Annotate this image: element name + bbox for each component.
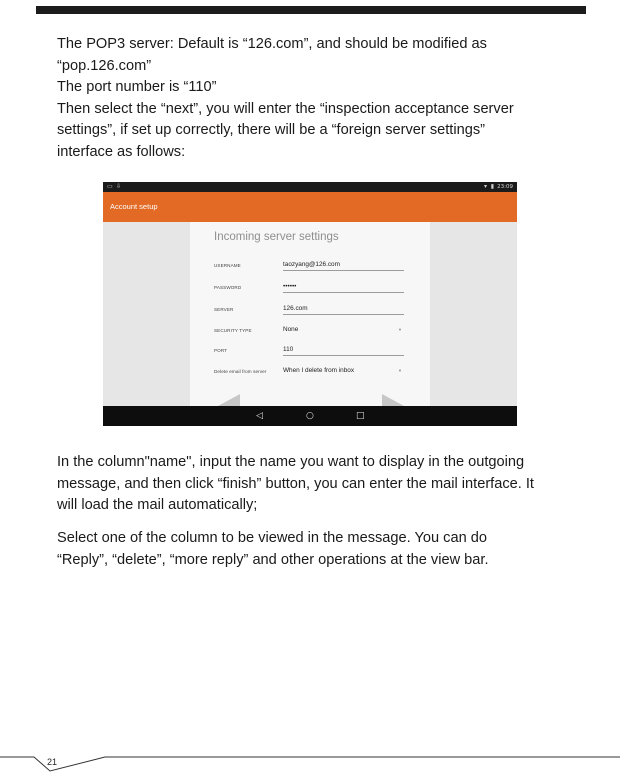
nav-bar bbox=[103, 406, 517, 426]
intro-line: settings”, if set up correctly, there will be a “foreign server settings” bbox=[57, 122, 485, 138]
intro-line: The POP3 server: Default is “126.com”, and should be modified as bbox=[57, 36, 487, 52]
back-icon[interactable]: ◁ bbox=[256, 411, 263, 421]
field-label: PORT bbox=[214, 348, 228, 353]
delete-policy-select[interactable]: When I delete from inbox bbox=[283, 367, 355, 374]
wifi-icon: ▾ bbox=[483, 184, 487, 190]
intro-line: The port number is “110” bbox=[57, 79, 217, 95]
app-title: Account setup bbox=[110, 202, 158, 211]
device-screenshot bbox=[103, 182, 517, 426]
notification-icon: ▭ bbox=[107, 184, 113, 190]
status-bar bbox=[103, 182, 517, 192]
dropdown-arrow-icon[interactable]: ▼ bbox=[398, 368, 402, 373]
field-label: PASSWORD bbox=[214, 285, 242, 290]
battery-icon: ▮ bbox=[490, 184, 494, 190]
delete-policy-row[interactable] bbox=[214, 361, 404, 377]
intro-line: “pop.126.com” bbox=[57, 57, 152, 74]
field-underline bbox=[283, 270, 404, 271]
footer-decoration bbox=[0, 745, 620, 773]
app-bar bbox=[103, 192, 517, 222]
page-number: 21 bbox=[47, 757, 58, 767]
name-paragraph bbox=[57, 452, 567, 517]
password-row[interactable] bbox=[214, 277, 404, 293]
field-underline bbox=[283, 292, 404, 293]
intro-line: Then select the “next”, you will enter the “inspection acceptance server bbox=[57, 100, 514, 117]
intro-line: interface as follows: bbox=[57, 143, 186, 160]
settings-panel bbox=[190, 222, 430, 406]
field-underline bbox=[283, 314, 404, 315]
body-line: message, and then click “finish” button, you can enter the mail interface. It bbox=[57, 475, 534, 492]
view-paragraph bbox=[57, 528, 567, 571]
server-row[interactable] bbox=[214, 299, 404, 315]
home-icon[interactable]: ○ bbox=[306, 411, 314, 421]
body-line: In the column"name", input the name you want to display in the outgoing bbox=[57, 454, 525, 470]
field-underline bbox=[283, 355, 404, 356]
username-field[interactable]: taozyang@126.com bbox=[283, 261, 340, 268]
port-field[interactable]: 110 bbox=[283, 346, 294, 353]
next-arrow-icon[interactable] bbox=[382, 394, 404, 406]
password-field[interactable]: •••••• bbox=[283, 283, 297, 290]
body-line: Select one of the column to be viewed in the message. You can do bbox=[57, 530, 487, 546]
intro-paragraph bbox=[57, 34, 567, 163]
previous-arrow-icon[interactable] bbox=[218, 394, 240, 406]
security-type-select[interactable]: None bbox=[283, 326, 299, 333]
field-label: SERVER bbox=[214, 307, 234, 312]
field-label: SECURITY TYPE bbox=[214, 328, 252, 333]
security-type-row[interactable] bbox=[214, 320, 404, 336]
dropdown-arrow-icon[interactable]: ▼ bbox=[398, 327, 402, 332]
port-row[interactable] bbox=[214, 340, 404, 356]
server-field[interactable]: 126.com bbox=[283, 305, 308, 312]
recent-apps-icon[interactable]: □ bbox=[356, 411, 365, 421]
download-icon: ⇩ bbox=[116, 184, 122, 190]
body-line: “Reply”, “delete”, “more reply” and other operations at the view bar. bbox=[57, 551, 489, 568]
body-line: will load the mail automatically; bbox=[57, 497, 258, 513]
panel-title: Incoming server settings bbox=[214, 231, 339, 243]
username-row[interactable] bbox=[214, 255, 404, 271]
header-rule bbox=[36, 6, 586, 14]
field-label: Delete email from server bbox=[214, 369, 267, 374]
field-label: USERNAME bbox=[214, 263, 241, 268]
status-time: 23:09 bbox=[497, 184, 513, 190]
